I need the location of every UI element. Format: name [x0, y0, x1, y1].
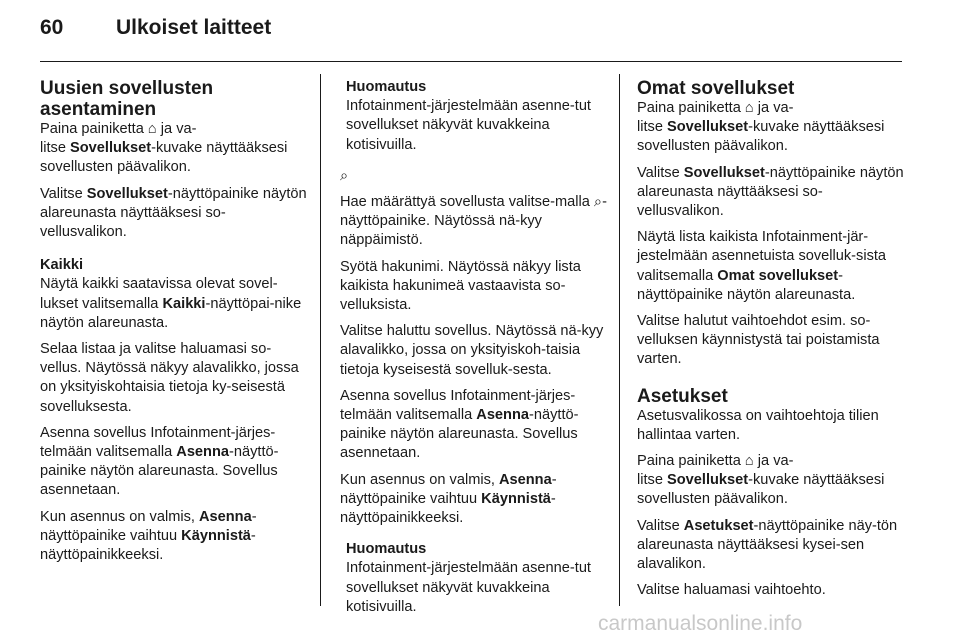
- text: -kuvake näyttääksesi sovellusten päävalikon.: [637, 119, 885, 155]
- text: Asenna sovellus Infotainment-järjes-telmään valitsemalla: [40, 424, 276, 461]
- note-text: Infotainment-järjestelmään asenne-tut sovellukset näkyvät kuvakkeina kotisivuilla.: [346, 98, 591, 153]
- paragraph: Selaa listaa ja valitse haluamasi so-vellus. Näytössä näkyy alavalikko, jossa on yksityiskohtaisia tietoja ky-seisestä sovelluksesta.: [40, 341, 299, 415]
- paragraph: [637, 452, 905, 510]
- text: litse: [40, 140, 71, 157]
- paragraph: Valitse halutut vaihtoehdot esim. so-velluksen käynnistystä tai poistamista varten.: [637, 313, 880, 368]
- header-rule: [40, 61, 902, 62]
- text: -näyttöpainikkeeksi.: [40, 527, 256, 564]
- text: Paina painiketta: [637, 453, 745, 470]
- text: ja va-: [156, 121, 197, 137]
- note-heading: Huomautus: [346, 79, 427, 95]
- bold-term: Asenna: [476, 407, 529, 424]
- bold-term: Sovellukset: [667, 119, 749, 136]
- paragraph: Asetusvalikossa on vaihtoehtoja tilien hallintaa varten.: [637, 407, 879, 443]
- text: Näytä kaikki saatavissa olevat sovel-lukset valitsemalla: [40, 276, 278, 312]
- paragraph: Valitse haluttu sovellus. Näytössä nä-kyy alavalikko, jossa on yksityiskoh-taisia tietoja kyseisestä sovelluk-sesta.: [340, 323, 604, 378]
- text: Hae määrättyä sovellusta valitse-malla: [340, 194, 594, 211]
- home-icon: ⌂: [744, 100, 754, 116]
- home-icon: ⌂: [744, 453, 754, 470]
- page-title: Ulkoiset laitteet: [116, 16, 272, 39]
- paragraph: [40, 275, 308, 333]
- text: -näyttöpainike vaihtuu: [40, 508, 257, 544]
- search-icon: ⌕: [340, 167, 349, 184]
- subheading-kaikki: Kaikki: [40, 257, 83, 274]
- text: Paina painiketta: [40, 121, 148, 137]
- text: -näyttö-painike näytön alareunasta. Sovellus asennetaan.: [40, 444, 279, 499]
- paragraph: [40, 508, 308, 566]
- note-heading: Huomautus: [346, 541, 427, 558]
- bold-term: Omat sovellukset: [717, 267, 839, 284]
- paragraph: [340, 471, 608, 529]
- text: -kuvake näyttääksesi sovellusten päävalikon.: [40, 140, 288, 176]
- text: -näyttöpainike näytön alareunasta näyttääksesi so-vellusvalikon.: [40, 185, 307, 241]
- text: -näyttöpainike vaihtuu: [340, 471, 557, 507]
- bold-term: Käynnistä: [181, 527, 251, 544]
- paragraph: [40, 424, 308, 501]
- bold-term: Käynnistä: [481, 490, 551, 507]
- bold-term: Sovellukset: [683, 164, 765, 181]
- column-3: [637, 78, 905, 607]
- bold-term: Asenna: [499, 471, 552, 488]
- text: Kun asennus on valmis,: [40, 508, 199, 525]
- section-heading-install: Uusien sovellusten asentaminen: [40, 78, 214, 120]
- text: -näyttöpainike näytön alareunasta.: [637, 267, 856, 303]
- column-2: [340, 78, 608, 629]
- watermark: carmanualsonline.info: [598, 612, 803, 635]
- paragraph: [637, 99, 905, 157]
- text: Asenna sovellus Infotainment-järjes-telmään valitsemalla: [340, 387, 576, 424]
- bold-term: Sovellukset: [70, 140, 152, 157]
- paragraph: [40, 185, 308, 243]
- paragraph: [340, 193, 608, 251]
- note-text: Infotainment-järjestelmään asenne-tut sovellukset näkyvät kuvakkeina kotisivuilla.: [346, 560, 591, 615]
- paragraph: [40, 120, 308, 178]
- paragraph: Valitse haluamasi vaihtoehto.: [637, 582, 826, 599]
- paragraph: [637, 228, 905, 305]
- text: -näyttöpainike näy-tön alareunasta näyttääksesi kysei-sen alavalikon.: [637, 517, 898, 573]
- text: -näyttöpainike. Näytössä nä-kyy näppäimistö.: [340, 194, 607, 249]
- text: ja va-: [753, 100, 794, 116]
- text: Valitse: [40, 185, 87, 202]
- page-number: 60: [40, 16, 64, 39]
- section-heading-own-apps: Omat sovellukset: [637, 78, 795, 99]
- bold-term: Asenna: [176, 444, 229, 461]
- page-header: [40, 16, 271, 50]
- section-heading-settings: Asetukset: [637, 385, 728, 407]
- column-divider-2: [619, 74, 620, 606]
- text: litse: [637, 472, 668, 489]
- search-icon: ⌕: [593, 194, 603, 211]
- note-box: [340, 78, 608, 155]
- text: -näyttö-painike näytön alareunasta. Sovellus asennetaan.: [340, 407, 579, 462]
- text: Valitse: [637, 517, 684, 534]
- paragraph: [637, 517, 905, 575]
- text: -näyttöpai-nike näytön alareunasta.: [40, 295, 302, 331]
- text: Paina painiketta: [637, 100, 745, 116]
- bold-term: Sovellukset: [667, 472, 749, 489]
- column-divider-1: [320, 74, 321, 606]
- bold-term: Asenna: [199, 508, 252, 525]
- paragraph: [637, 164, 905, 222]
- bold-term: Sovellukset: [86, 185, 168, 202]
- text: Näytä lista kaikista Infotainment-jär-jestelmään asennetuista sovelluk-sista valitsemalla: [637, 229, 887, 284]
- text: Valitse: [637, 164, 684, 181]
- text: Kun asennus on valmis,: [340, 471, 499, 488]
- note-box: [340, 540, 608, 617]
- text: -näyttöpainike näytön alareunasta näyttääksesi so-vellusvalikon.: [637, 164, 904, 220]
- bold-term: Asetukset: [683, 517, 754, 534]
- text: -kuvake näyttääksesi sovellusten päävalikon.: [637, 472, 885, 508]
- paragraph: Syötä hakunimi. Näytössä näkyy lista kaikista hakunimeä vastaavista so-velluksista.: [340, 258, 581, 314]
- home-icon: ⌂: [147, 121, 157, 137]
- search-symbol: [340, 167, 608, 186]
- paragraph: [340, 387, 608, 464]
- text: ja va-: [753, 453, 794, 470]
- text: -näyttöpainikkeeksi.: [340, 490, 556, 527]
- bold-term: Kaikki: [162, 295, 206, 312]
- text: litse: [637, 119, 668, 136]
- column-1: [40, 78, 308, 572]
